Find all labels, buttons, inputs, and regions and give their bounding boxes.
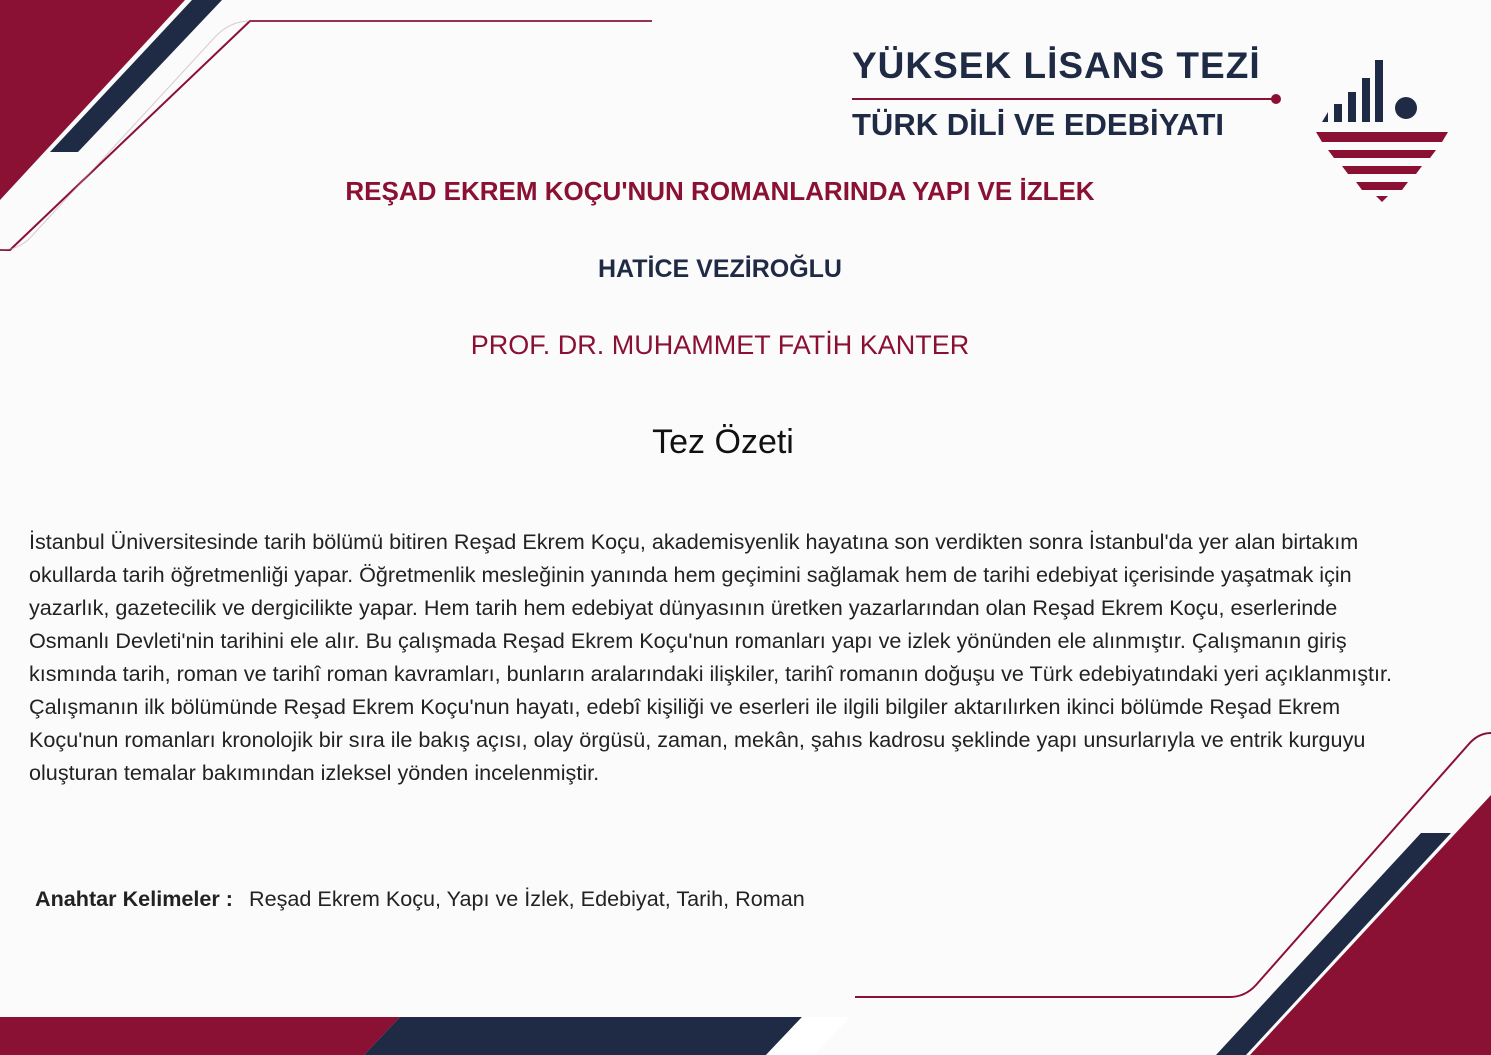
corner-red-bottom-right (1250, 795, 1491, 1055)
department-name: TÜRK DİLİ VE EDEBİYATI (852, 107, 1225, 142)
keywords-row (35, 884, 805, 914)
bottom-band-navy (364, 1017, 802, 1055)
thesis-header (852, 44, 1284, 144)
abstract-body: İstanbul Üniversitesinde tarih bölümü bitiren Reşad Ekrem Koçu, akademisyenlik hayatına son verdikten sonra İstanbul'da yer alan birtakım okullarda tarih öğretmenliği yapar. Öğretmenlik mesleğinin yanında hem geçimini sağlamak hem de tarihi edebiyat içerisinde yaşatmak için yazarlık, gazetecilik ve dergicilikte yapar. Hem tarih hem edebiyat dünyasının üretken yazarlarından olan Reşad Ekrem Koçu, eserlerinde Osmanlı Devleti'nin tarihini ele alır. Bu çalışmada Reşad Ekrem Koçu'nun romanları yapı ve izlek yönünden ele alınmıştır. Çalışmanın giriş kısmında tarih, roman ve tarihî roman kavramları, bunların aralarındaki ilişkiler, tarihî romanın doğuşu ve Türk edebiyatındaki yeri açıklanmıştır. Çalışmanın ilk bölümünde Reşad Ekrem Koçu'nun hayatı, edebî kişiliği ve eserleri ile ilgili bilgiler aktarılırken ikinci bölümde Reşad Ekrem Koçu'nun romanları kronolojik bir sıra ile bakış açısı, olay örgüsü, zaman, mekân, şahıs kadrosu şeklinde yapı unsurlarıyla ve entrik kurguyu oluşturan temalar bakımından izleksel yönden incelenmiştir. (29, 529, 1392, 785)
divider-dot (1271, 94, 1281, 104)
author-name: HATİCE VEZİROĞLU (598, 255, 842, 283)
keywords-value: Reşad Ekrem Koçu, Yapı ve İzlek, Edebiyat, Tarih, Roman (249, 886, 805, 911)
header-divider (852, 98, 1277, 100)
bottom-band-red-left (0, 1017, 400, 1055)
keywords-label: Anahtar Kelimeler : (35, 886, 234, 911)
advisor-name: PROF. DR. MUHAMMET FATİH KANTER (470, 330, 970, 360)
degree-title: YÜKSEK LİSANS TEZİ (852, 45, 1261, 86)
thesis-title: REŞAD EKREM KOÇU'NUN ROMANLARINDA YAPI VE İZLEK (345, 176, 1095, 206)
abstract-heading: Tez Özeti (652, 423, 794, 461)
